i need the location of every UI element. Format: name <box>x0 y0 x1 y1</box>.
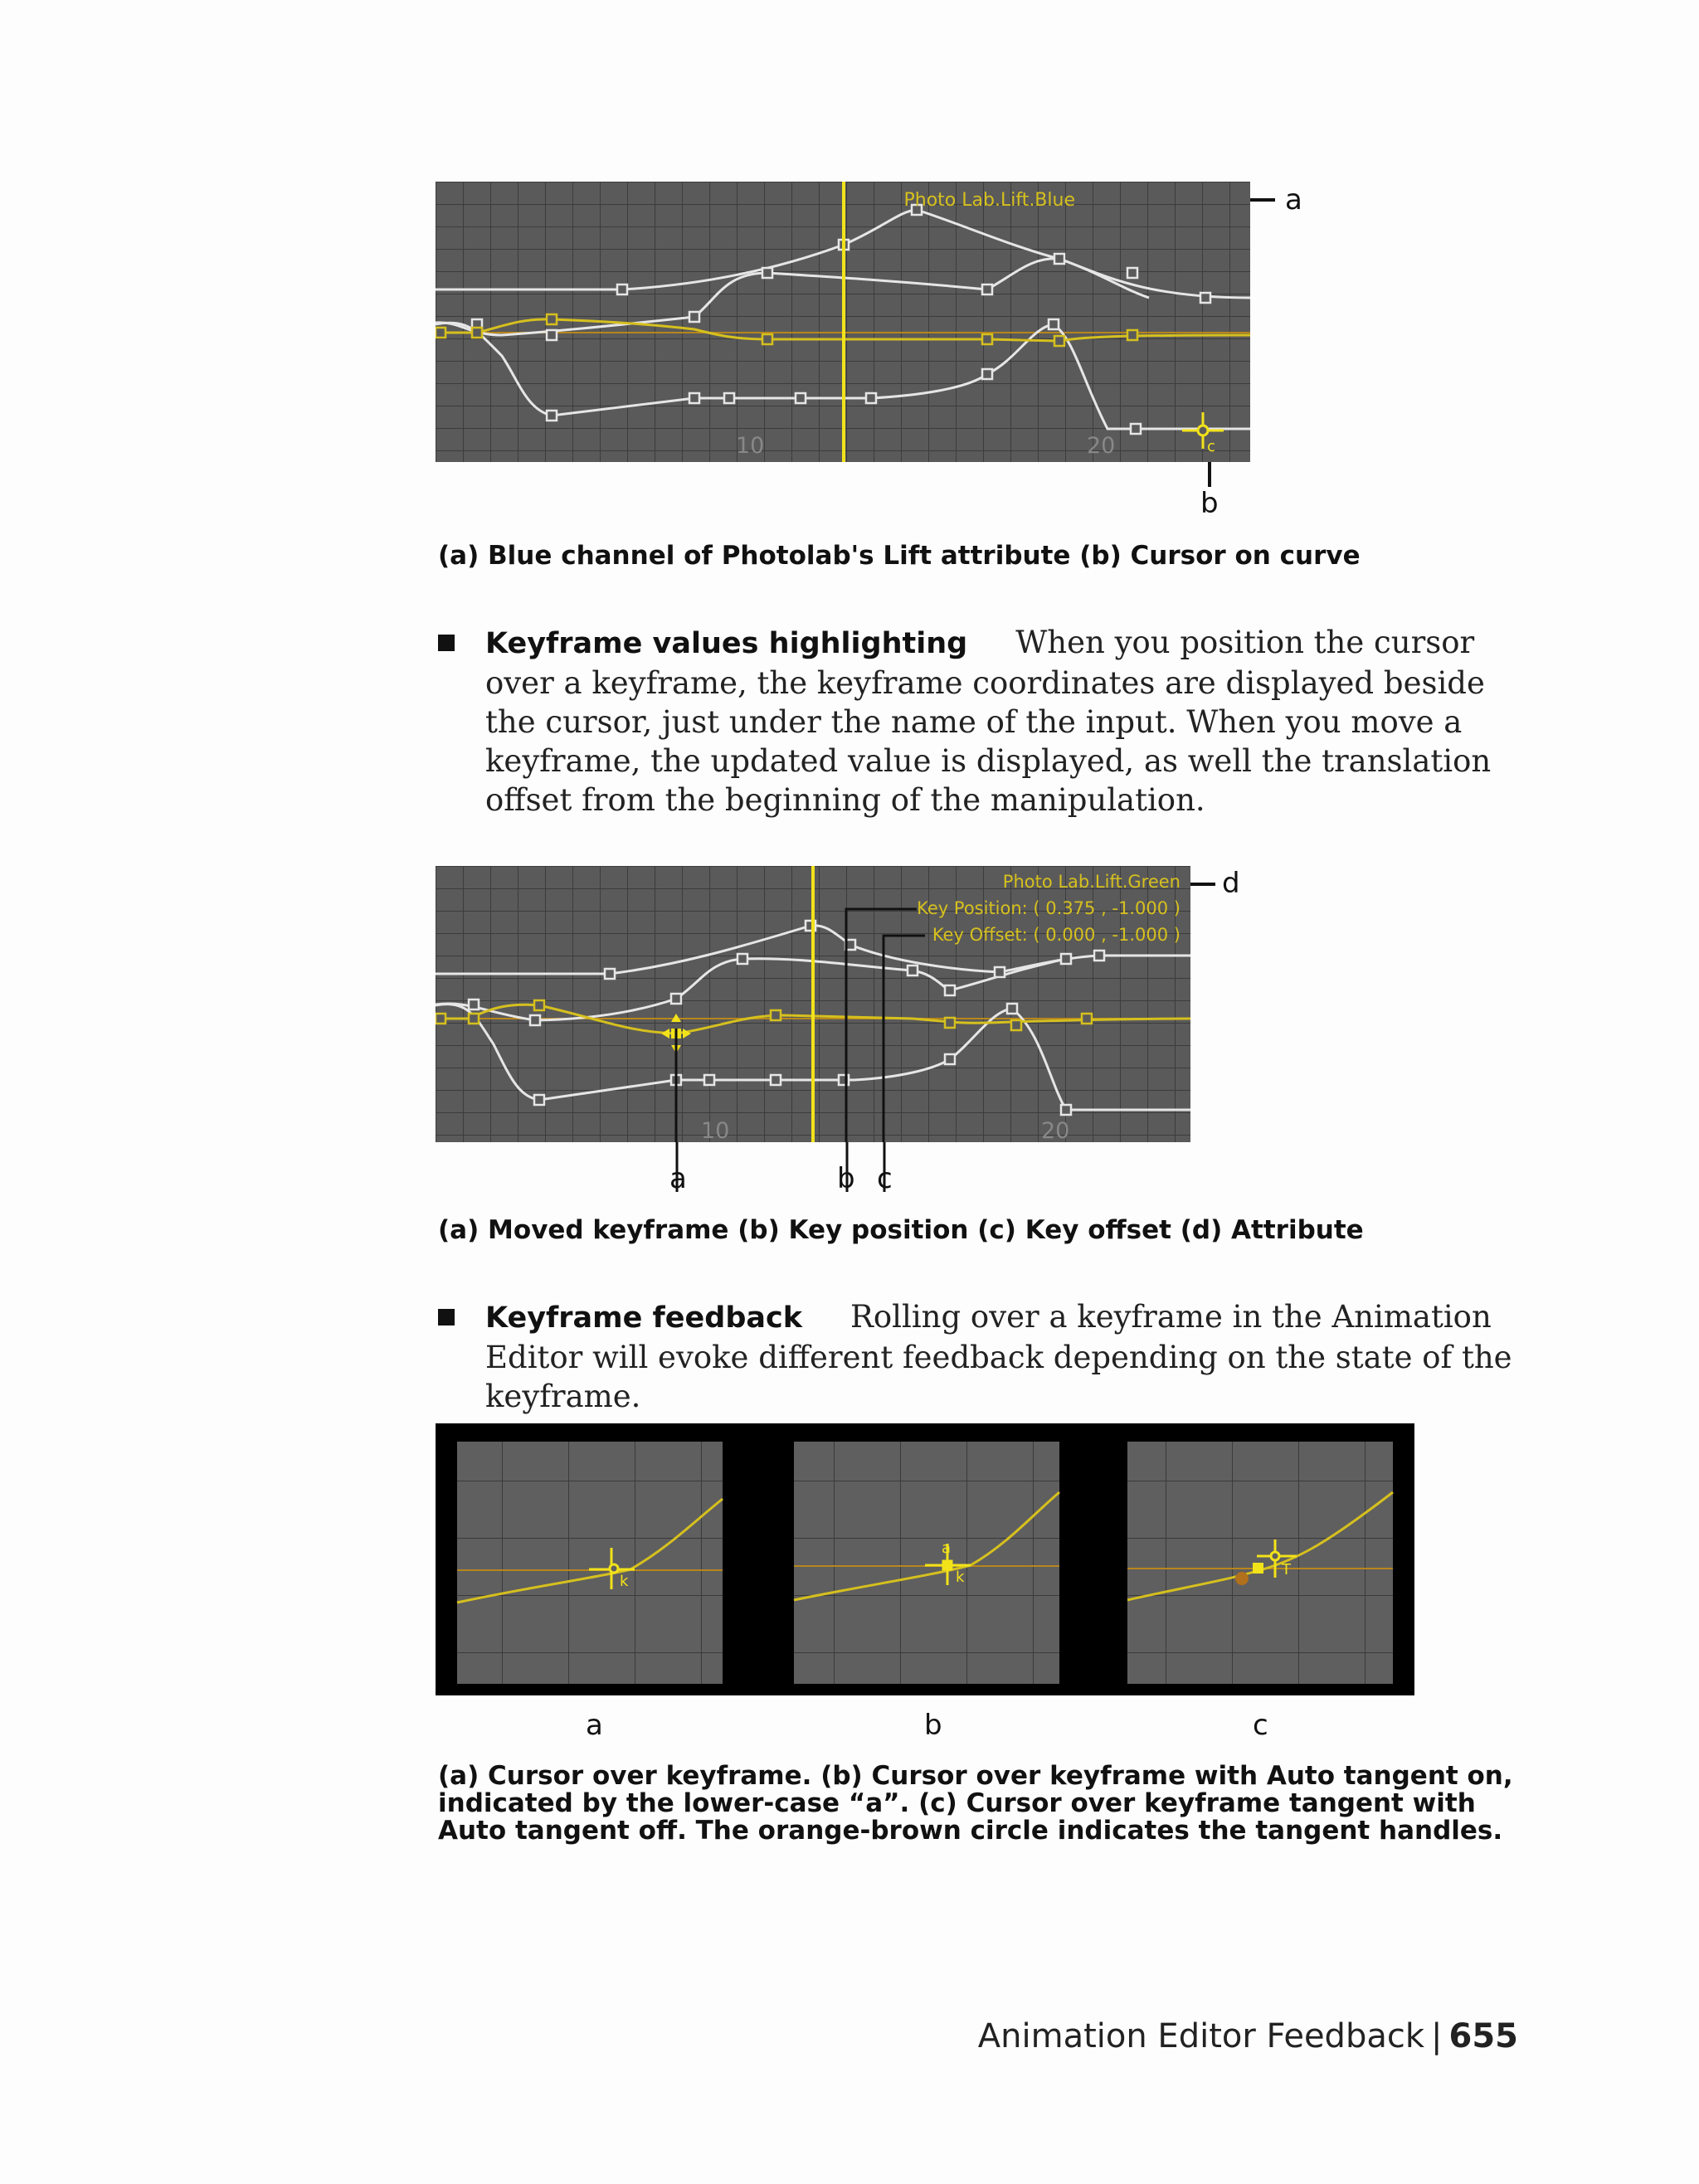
keyframe[interactable] <box>762 268 772 278</box>
keyframe[interactable] <box>724 393 734 403</box>
keyframe[interactable] <box>982 285 992 294</box>
cursor-letter: c <box>1207 438 1215 455</box>
bullet-square-icon <box>438 1309 455 1325</box>
keyframe[interactable] <box>1054 336 1064 346</box>
callout-b: b <box>1200 487 1219 520</box>
figure-3-caption: (a) Cursor over keyframe. (b) Cursor over keyframe with Auto tangent on, indicated by the lower-case “a”. (c) Cursor over keyframe tangent with Auto tangent off. The orange-brown circle indicates the tangent handles. <box>438 1761 1513 1846</box>
frame-tick-20: 20 <box>1041 1118 1070 1142</box>
panel-c <box>1127 1442 1393 1684</box>
figure-3-panels <box>436 1423 1414 1695</box>
graph-editor-green-channel <box>436 866 1190 1142</box>
keyframe[interactable] <box>771 1010 781 1020</box>
bullet-text: When you position the cursor over a keyframe, the keyframe coordinates are displayed beside the cursor, just under the name of the input. When you move a keyframe, the updated value is displayed, as well the translation offset from the beginning of the manipulation. <box>485 625 1492 818</box>
cursor-letter: T <box>1282 1561 1291 1578</box>
keyframe[interactable] <box>1127 330 1137 340</box>
section-title: Animation Editor Feedback <box>977 2017 1425 2055</box>
key-offset-readout: Key Offset: ( 0.000 , -1.000 ) <box>932 925 1181 945</box>
bullet-square-icon <box>438 635 455 651</box>
attribute-label: Photo Lab.Lift.Blue <box>903 190 1075 211</box>
footer-separator: | <box>1431 2017 1443 2055</box>
figure-2-graph <box>436 866 1190 1142</box>
keyframe[interactable] <box>534 1095 544 1105</box>
callout-a: a <box>669 1162 687 1195</box>
frame-tick-10: 10 <box>701 1118 730 1142</box>
keyframe[interactable] <box>866 393 876 403</box>
keyframe[interactable] <box>1082 1014 1092 1024</box>
keyframe[interactable] <box>1061 1105 1071 1115</box>
keyframe[interactable] <box>796 393 806 403</box>
keyframe[interactable] <box>1007 1004 1017 1014</box>
page-number: 655 <box>1448 2017 1518 2055</box>
keyframe[interactable] <box>945 1054 955 1064</box>
keyframe[interactable] <box>547 314 557 324</box>
keyframe[interactable] <box>982 334 992 344</box>
tangent-handle-icon <box>1235 1572 1249 1585</box>
keyframe[interactable] <box>530 1015 540 1025</box>
keyframe[interactable] <box>1200 293 1210 303</box>
keyframe[interactable] <box>605 969 615 979</box>
callout-a: a <box>586 1709 603 1742</box>
keyframe[interactable] <box>547 330 557 340</box>
panel-b <box>794 1442 1059 1684</box>
callout-d: d <box>1222 867 1240 900</box>
keyframe[interactable] <box>704 1075 714 1085</box>
graph-editor-blue-channel <box>436 182 1250 462</box>
keyframe[interactable] <box>534 1000 544 1010</box>
keyframe[interactable] <box>1011 1020 1021 1030</box>
callout-line-a <box>1250 197 1275 202</box>
figure-2-caption: (a) Moved keyframe (b) Key position (c) Key offset (d) Attribute <box>438 1215 1364 1245</box>
keyframe-feedback-panels <box>436 1423 1414 1695</box>
keyframe[interactable] <box>1127 268 1137 278</box>
keyframe[interactable] <box>982 369 992 379</box>
keyframe[interactable] <box>671 994 681 1004</box>
keyframe[interactable] <box>771 1075 781 1085</box>
selected-keyframe <box>1253 1563 1263 1574</box>
keyframe[interactable] <box>689 393 699 403</box>
page-footer <box>978 2017 1518 2055</box>
keyframe[interactable] <box>436 328 445 338</box>
callout-b: b <box>837 1162 855 1195</box>
callout-a: a <box>1285 183 1302 216</box>
callout-line-d <box>1190 882 1215 887</box>
figure-1-graph <box>436 182 1250 462</box>
callout-c: c <box>877 1162 893 1195</box>
keyframe[interactable] <box>436 1014 445 1024</box>
keyframe[interactable] <box>738 954 747 964</box>
bullet-heading: Keyframe feedback <box>485 1301 803 1335</box>
keyframe[interactable] <box>945 985 955 995</box>
keyframe[interactable] <box>472 328 482 338</box>
bullet-text: Rolling over a keyframe in the Animation Editor will evoke different feedback depending on the state of the keyframe. <box>485 1299 1512 1414</box>
auto-tangent-letter: a <box>942 1540 952 1557</box>
callout-b: b <box>924 1709 942 1742</box>
keyframe[interactable] <box>689 312 699 322</box>
keyframe[interactable] <box>469 1000 479 1009</box>
keyframe[interactable] <box>762 334 772 344</box>
callout-line-b <box>1207 462 1212 487</box>
keyframe[interactable] <box>1094 951 1104 961</box>
bullet-keyframe-feedback <box>438 1297 1533 1416</box>
cursor-letter: k <box>956 1569 965 1586</box>
keyframe[interactable] <box>908 966 918 975</box>
frame-tick-10: 10 <box>736 433 765 459</box>
keyframe[interactable] <box>617 285 627 294</box>
keyframe[interactable] <box>945 1018 955 1028</box>
keyframe[interactable] <box>1061 954 1071 964</box>
key-position-readout: Key Position: ( 0.375 , -1.000 ) <box>917 898 1181 918</box>
bullet-heading: Keyframe values highlighting <box>485 627 968 660</box>
keyframe[interactable] <box>1054 254 1064 264</box>
keyframe[interactable] <box>1049 319 1059 329</box>
keyframe[interactable] <box>469 1014 479 1024</box>
keyframe[interactable] <box>995 967 1005 977</box>
figure-1-caption: (a) Blue channel of Photolab's Lift attribute (b) Cursor on curve <box>438 541 1361 571</box>
attribute-label: Photo Lab.Lift.Green <box>1002 872 1181 892</box>
callout-c: c <box>1253 1709 1268 1742</box>
panel-a <box>457 1442 723 1684</box>
bullet-keyframe-values-highlighting <box>438 623 1533 820</box>
cursor-letter: k <box>620 1573 629 1590</box>
keyframe[interactable] <box>547 411 557 421</box>
keyframe[interactable] <box>1131 424 1141 434</box>
frame-tick-20: 20 <box>1087 433 1116 459</box>
